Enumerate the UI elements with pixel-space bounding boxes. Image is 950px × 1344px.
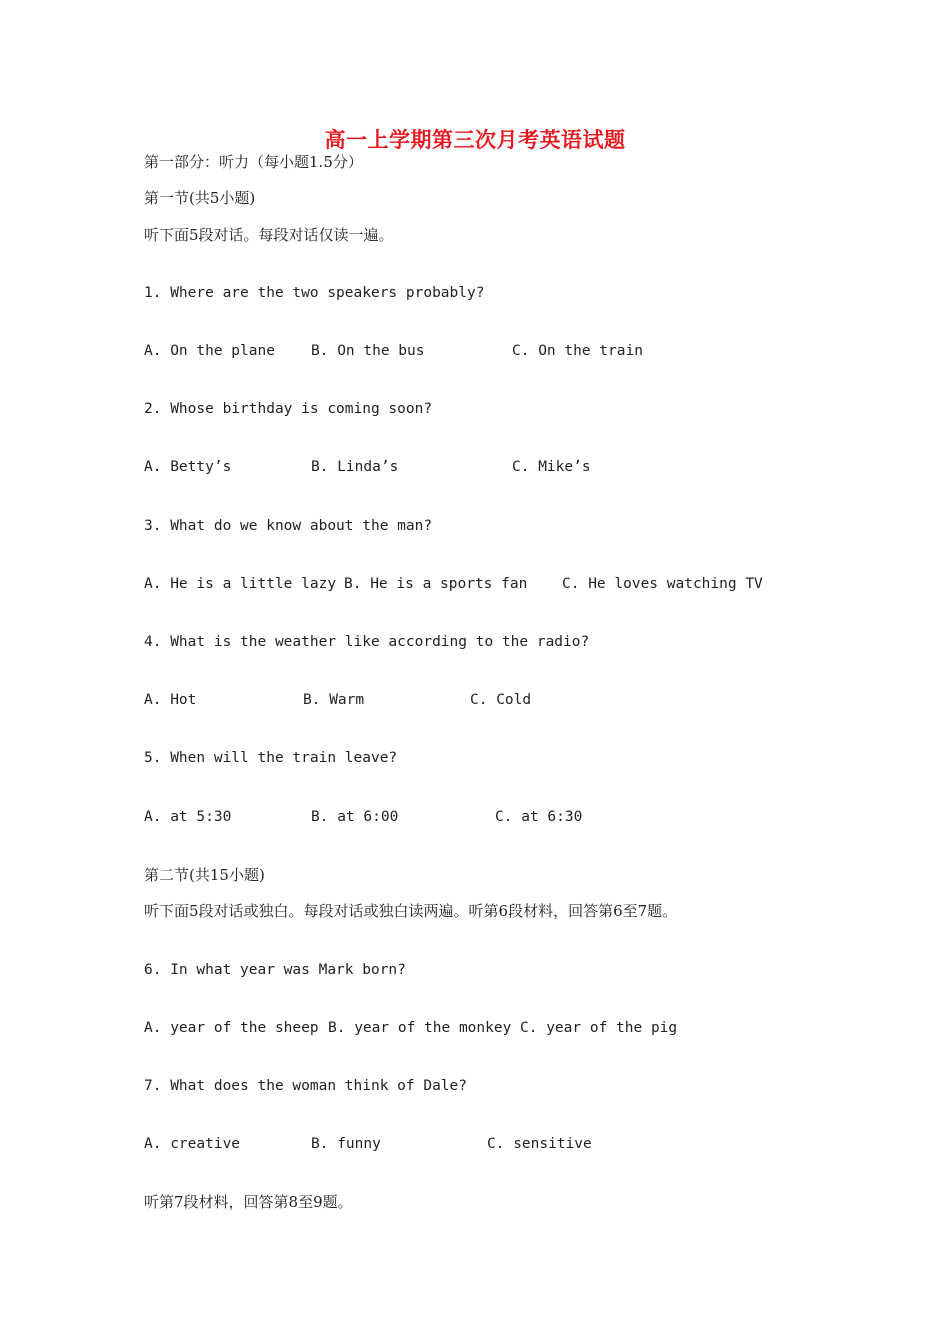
option-b: B. Warm (303, 692, 365, 708)
option-c: C. Mike’s (512, 459, 591, 475)
question-text: 2. Whose birthday is coming soon? (144, 401, 433, 417)
option-b: B. On the bus (311, 343, 425, 359)
page-title: 高一上学期第三次月考英语试题 (324, 128, 626, 152)
question-text: 4. What is the weather like according to the radio? (144, 634, 590, 650)
section-instruction: 听下面5段对话。每段对话仅读一遍。 (144, 226, 394, 244)
option-b: B. He is a sports fan (344, 576, 528, 592)
question-text: 5. When will the train leave? (144, 750, 398, 766)
question-text: 7. What does the woman think of Dale? (144, 1078, 468, 1094)
option-c: C. year of the pig (520, 1020, 678, 1036)
section-instruction: 听第7段材料，回答第8至9题。 (144, 1193, 353, 1211)
question-text: 1. Where are the two speakers probably? (144, 285, 485, 301)
option-a: A. Betty’s (144, 459, 232, 475)
section-heading: 第一节(共5小题) (144, 189, 256, 207)
part-heading: 第一部分：听力（每小题1.5分） (144, 153, 363, 171)
option-a: A. at 5:30 (144, 809, 232, 825)
option-b: B. year of the monkey (328, 1020, 512, 1036)
option-c: C. Cold (470, 692, 532, 708)
option-b: B. at 6:00 (311, 809, 399, 825)
option-c: C. On the train (512, 343, 643, 359)
option-c: C. sensitive (487, 1136, 592, 1152)
section-instruction: 听下面5段对话或独白。每段对话或独白读两遍。听第6段材料，回答第6至7题。 (144, 902, 678, 920)
option-a: A. Hot (144, 692, 197, 708)
option-a: A. He is a little lazy (144, 576, 337, 592)
option-a: A. year of the sheep (144, 1020, 319, 1036)
option-b: B. Linda’s (311, 459, 399, 475)
option-c: C. He loves watching TV (562, 576, 763, 592)
option-c: C. at 6:30 (495, 809, 583, 825)
section-heading: 第二节(共15小题) (144, 866, 265, 884)
question-text: 3. What do we know about the man? (144, 518, 433, 534)
question-text: 6. In what year was Mark born? (144, 962, 406, 978)
option-b: B. funny (311, 1136, 381, 1152)
option-a: A. On the plane (144, 343, 275, 359)
option-a: A. creative (144, 1136, 241, 1152)
